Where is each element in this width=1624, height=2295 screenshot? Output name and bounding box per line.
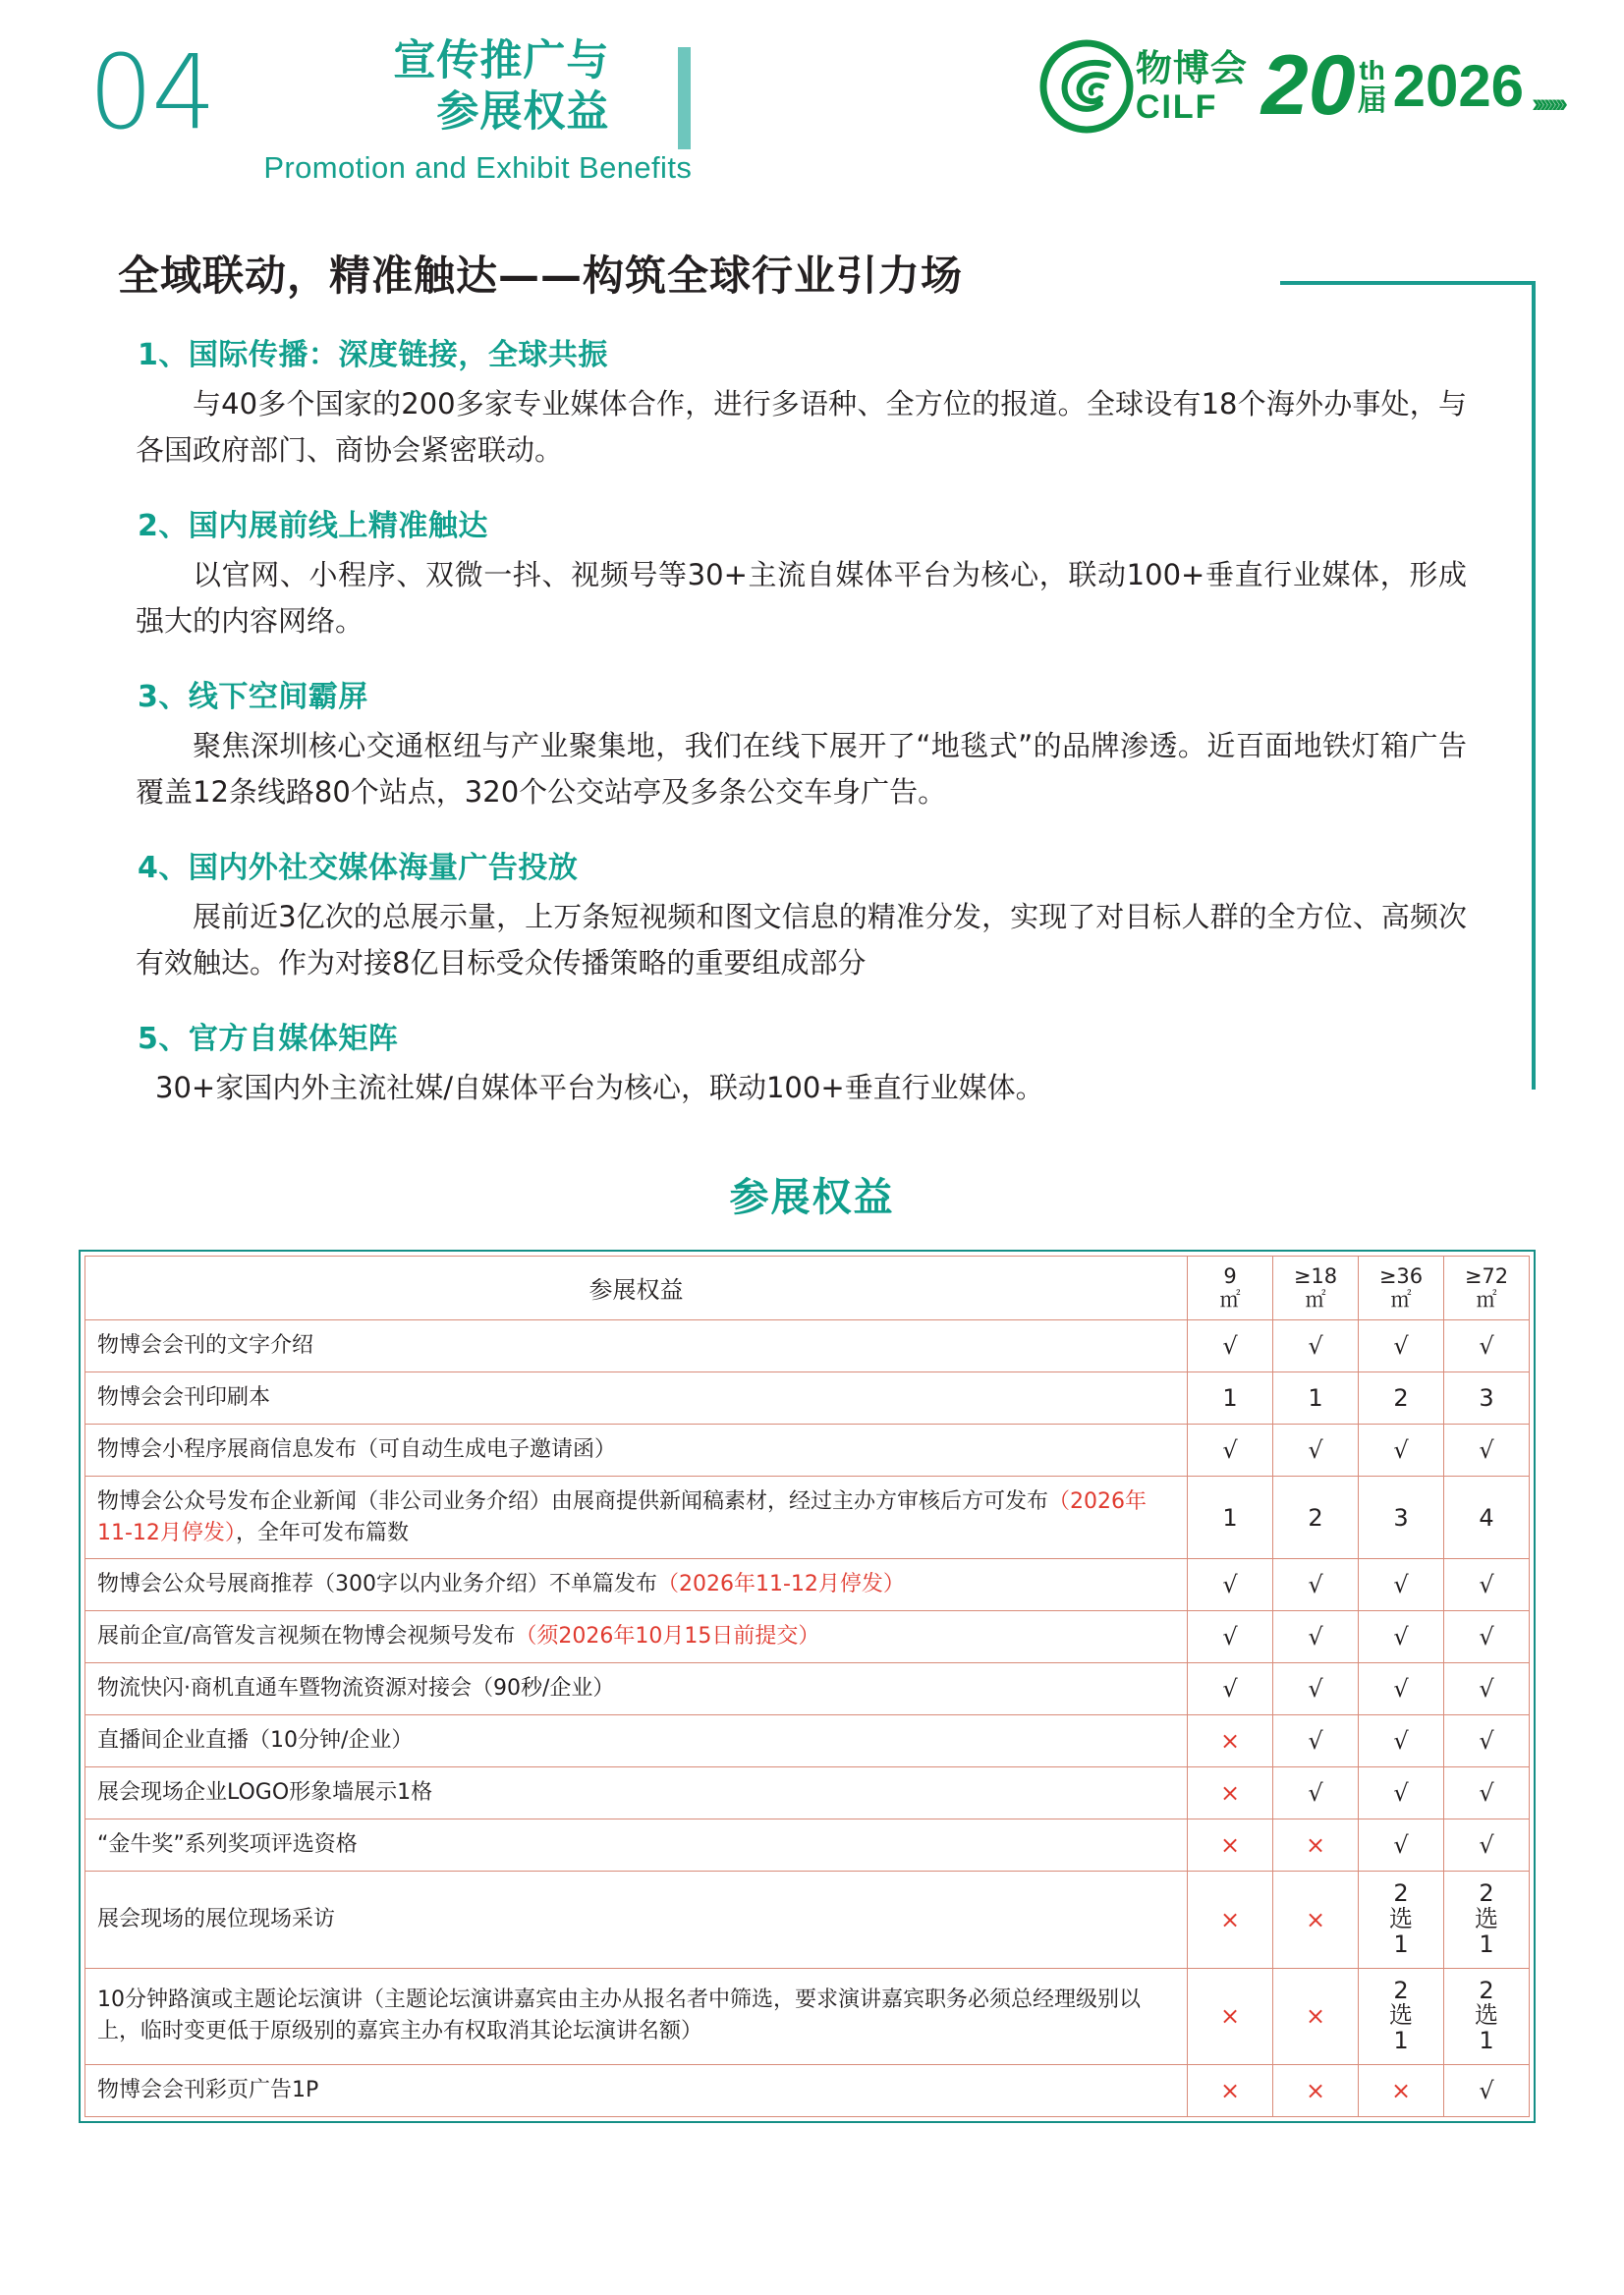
table-header bbox=[85, 1256, 1530, 1319]
benefit-value: 2 选 1 bbox=[1444, 1871, 1530, 1968]
list-item bbox=[118, 672, 1496, 815]
benefit-description-text: 物博会公众号发布企业新闻（非公司业务介绍）由展商提供新闻稿素材，经过主办方审核后方可发布 bbox=[97, 1488, 1049, 1514]
benefit-value: 1 bbox=[1188, 1476, 1273, 1559]
benefit-value: √ bbox=[1188, 1559, 1273, 1611]
size-number: ≥72 bbox=[1464, 1263, 1509, 1288]
benefit-value: √ bbox=[1444, 2065, 1530, 2117]
benefit-value: √ bbox=[1444, 1424, 1530, 1476]
table-row bbox=[85, 1320, 1530, 1372]
benefit-value: √ bbox=[1359, 1611, 1444, 1663]
header-title-cn-line1: 宣传推广与 bbox=[393, 36, 610, 85]
benefit-description-text: 展前企宣/高管发言视频在物博会视频号发布 bbox=[97, 1624, 516, 1650]
benefit-description bbox=[85, 1611, 1188, 1663]
benefit-value: × bbox=[1273, 1819, 1359, 1871]
benefit-value: 3 bbox=[1359, 1476, 1444, 1559]
size-number: ≥18 bbox=[1293, 1263, 1338, 1288]
benefit-description-text: 展会现场企业LOGO形象墙展示1格 bbox=[97, 1780, 433, 1806]
benefit-description bbox=[85, 2065, 1188, 2117]
header-titles bbox=[263, 35, 692, 186]
benefit-description-text: “金牛奖”系列奖项评选资格 bbox=[97, 1831, 358, 1857]
item-heading: 2、国内展前线上精准触达 bbox=[138, 508, 488, 543]
benefit-value: √ bbox=[1273, 1715, 1359, 1767]
benefit-description-text: 直播间企业直播（10分钟/企业） bbox=[97, 1728, 414, 1754]
table-row bbox=[85, 1559, 1530, 1611]
benefit-value: 2 bbox=[1359, 1371, 1444, 1424]
benefit-value: √ bbox=[1359, 1424, 1444, 1476]
header-title-cn bbox=[263, 35, 609, 139]
list-item bbox=[118, 843, 1496, 986]
benefit-value: 2 选 1 bbox=[1359, 1871, 1444, 1968]
item-body: 聚焦深圳核心交通枢纽与产业聚集地，我们在线下展开了“地毯式”的品牌渗透。近百面地铁灯箱广告覆盖12条线路80个站点，320个公交站亭及多条公交车身广告。 bbox=[136, 728, 1467, 809]
benefit-value: √ bbox=[1359, 1767, 1444, 1819]
benefit-description bbox=[85, 1715, 1188, 1767]
cilf-logo bbox=[1039, 39, 1563, 134]
benefit-description bbox=[85, 1424, 1188, 1476]
item-heading: 3、线下空间霸屏 bbox=[138, 679, 368, 714]
column-header-size-18 bbox=[1273, 1256, 1359, 1319]
benefit-value: √ bbox=[1273, 1611, 1359, 1663]
benefit-value: √ bbox=[1444, 1559, 1530, 1611]
benefit-description-note: （须2026年10月15日前提交） bbox=[515, 1624, 820, 1650]
benefit-value: 1 bbox=[1188, 1371, 1273, 1424]
benefit-value: √ bbox=[1359, 1819, 1444, 1871]
logo-name-cn: 物博会 bbox=[1135, 46, 1248, 89]
size-number: 9 bbox=[1223, 1263, 1237, 1288]
benefit-value: × bbox=[1188, 1968, 1273, 2065]
benefit-description-text: 物博会会刊的文字介绍 bbox=[97, 1333, 314, 1358]
size-number: ≥36 bbox=[1378, 1263, 1424, 1288]
item-heading: 5、官方自媒体矩阵 bbox=[138, 1021, 399, 1056]
benefit-description-text: 10分钟路演或主题论坛演讲（主题论坛演讲嘉宾由主办从报名者中筛选，要求演讲嘉宾职务必须总经理级别以上，临时变更低于原级别的嘉宾主办有权取消其论坛演讲名额） bbox=[97, 1987, 1141, 2044]
table-row bbox=[85, 1663, 1530, 1715]
benefit-value: 2 bbox=[1273, 1476, 1359, 1559]
item-heading: 1、国际传播：深度链接，全球共振 bbox=[138, 338, 608, 372]
benefit-value: 4 bbox=[1444, 1476, 1530, 1559]
benefits-title: 参展权益 bbox=[729, 1174, 895, 1220]
benefit-description bbox=[85, 1819, 1188, 1871]
logo-jie: 届 bbox=[1357, 84, 1387, 118]
table-row bbox=[85, 1424, 1530, 1476]
benefit-description bbox=[85, 1371, 1188, 1424]
page-header bbox=[0, 0, 1624, 232]
benefit-value: × bbox=[1359, 2065, 1444, 2117]
benefit-value: √ bbox=[1444, 1715, 1530, 1767]
table-row bbox=[85, 1476, 1530, 1559]
benefit-value: √ bbox=[1273, 1663, 1359, 1715]
benefit-description bbox=[85, 1871, 1188, 1968]
benefit-value: √ bbox=[1188, 1424, 1273, 1476]
table-header-row bbox=[85, 1256, 1530, 1319]
benefit-description-text: 物流快闪·商机直通车暨物流资源对接会（90秒/企业） bbox=[97, 1676, 615, 1702]
benefit-value: × bbox=[1188, 2065, 1273, 2117]
benefit-value: √ bbox=[1444, 1320, 1530, 1372]
column-header-benefit: 参展权益 bbox=[85, 1256, 1188, 1319]
benefit-description bbox=[85, 1663, 1188, 1715]
column-header-size-36 bbox=[1359, 1256, 1444, 1319]
item-body: 与40多个国家的200多家专业媒体合作，进行多语种、全方位的报道。全球设有18个海外办事处，与各国政府部门、商协会紧密联动。 bbox=[136, 387, 1467, 467]
benefits-table-wrapper bbox=[79, 1250, 1536, 2123]
benefit-value: √ bbox=[1444, 1611, 1530, 1663]
logo-name-en: CILF bbox=[1135, 87, 1218, 126]
benefit-value: 3 bbox=[1444, 1371, 1530, 1424]
column-header-size-72 bbox=[1444, 1256, 1530, 1319]
table-row bbox=[85, 1767, 1530, 1819]
benefit-description bbox=[85, 1968, 1188, 2065]
benefit-value: × bbox=[1188, 1715, 1273, 1767]
benefit-value: √ bbox=[1359, 1559, 1444, 1611]
benefit-description-text: 物博会会刊印刷本 bbox=[97, 1384, 271, 1410]
header-title-cn-line2: 参展权益 bbox=[436, 87, 610, 138]
benefit-value: 2 选 1 bbox=[1359, 1968, 1444, 2065]
list-item bbox=[118, 1014, 1496, 1111]
table-row bbox=[85, 1819, 1530, 1871]
frame-top-rule bbox=[1280, 281, 1536, 285]
benefit-value: √ bbox=[1273, 1767, 1359, 1819]
item-body: 展前近3亿次的总展示量，上万条短视频和图文信息的精准分发，实现了对目标人群的全方位、高频次有效触达。作为对接8亿目标受众传播策略的重要组成部分 bbox=[136, 899, 1467, 980]
benefit-value: √ bbox=[1273, 1559, 1359, 1611]
table-body bbox=[85, 1320, 1530, 2117]
benefit-description bbox=[85, 1476, 1188, 1559]
logo-wordmark bbox=[1135, 46, 1248, 126]
benefit-value: × bbox=[1188, 1871, 1273, 1968]
size-unit: ㎡ bbox=[1390, 1287, 1412, 1312]
logo-year: 2026 bbox=[1392, 53, 1525, 119]
benefit-value: √ bbox=[1188, 1611, 1273, 1663]
benefit-description-tail: ，全年可发布篇数 bbox=[235, 1520, 409, 1545]
size-unit: ㎡ bbox=[1476, 1287, 1497, 1312]
benefit-description-note: （2026年11-12月停发） bbox=[97, 1488, 1148, 1545]
benefit-value: × bbox=[1188, 1819, 1273, 1871]
benefit-description-text: 物博会小程序展商信息发布（可自动生成电子邀请函） bbox=[97, 1436, 617, 1462]
table-row bbox=[85, 2065, 1530, 2117]
benefit-value: √ bbox=[1444, 1663, 1530, 1715]
table-row bbox=[85, 1871, 1530, 1968]
logo-edition-suffix bbox=[1358, 57, 1387, 116]
list-item bbox=[118, 501, 1496, 644]
benefit-value: √ bbox=[1444, 1819, 1530, 1871]
benefits-table bbox=[84, 1256, 1530, 2117]
benefit-value: × bbox=[1273, 1871, 1359, 1968]
header-accent-bar bbox=[678, 47, 691, 149]
logo-edition-number: 20 bbox=[1260, 38, 1356, 134]
column-header-size-9 bbox=[1188, 1256, 1273, 1319]
benefit-value: √ bbox=[1359, 1663, 1444, 1715]
main-content bbox=[118, 244, 1536, 1111]
benefit-value: √ bbox=[1188, 1320, 1273, 1372]
benefit-description bbox=[85, 1559, 1188, 1611]
logo-th: th bbox=[1359, 55, 1385, 85]
benefit-description-note: （2026年11-12月停发） bbox=[657, 1572, 905, 1597]
list-item bbox=[118, 330, 1496, 474]
benefit-value: √ bbox=[1188, 1663, 1273, 1715]
table-row bbox=[85, 1611, 1530, 1663]
section-number: 04 bbox=[88, 32, 215, 152]
benefit-description bbox=[85, 1767, 1188, 1819]
section-heading: 全域联动，精准触达——构筑全球行业引力场 bbox=[118, 252, 964, 300]
header-title-en: Promotion and Exhibit Benefits bbox=[263, 149, 693, 185]
benefit-value: √ bbox=[1444, 1767, 1530, 1819]
table-row bbox=[85, 1371, 1530, 1424]
frame-right-rule bbox=[1532, 281, 1536, 1090]
benefit-value: × bbox=[1273, 2065, 1359, 2117]
benefit-description-text: 物博会公众号展商推荐（300字以内业务介绍）不单篇发布 bbox=[97, 1572, 657, 1597]
benefit-value: × bbox=[1188, 1767, 1273, 1819]
logo-swirl-icon bbox=[1039, 39, 1134, 134]
benefit-value: 1 bbox=[1273, 1371, 1359, 1424]
size-unit: ㎡ bbox=[1219, 1287, 1241, 1312]
table-row bbox=[85, 1715, 1530, 1767]
benefit-value: √ bbox=[1359, 1715, 1444, 1767]
table-row bbox=[85, 1968, 1530, 2065]
benefit-value: × bbox=[1273, 1968, 1359, 2065]
benefit-value: 2 选 1 bbox=[1444, 1968, 1530, 2065]
benefit-description-text: 物博会会刊彩页广告1P bbox=[97, 2078, 319, 2103]
size-unit: ㎡ bbox=[1305, 1287, 1326, 1312]
benefit-description-text: 展会现场的展位现场采访 bbox=[97, 1906, 336, 1931]
item-heading: 4、国内外社交媒体海量广告投放 bbox=[138, 850, 579, 885]
item-body: 30+家国内外主流社媒/自媒体平台为核心，联动100+垂直行业媒体。 bbox=[155, 1070, 1044, 1104]
benefit-description bbox=[85, 1320, 1188, 1372]
benefit-value: √ bbox=[1359, 1320, 1444, 1372]
chevrons-icon: ›››››››› bbox=[1532, 87, 1563, 118]
benefit-value: √ bbox=[1273, 1424, 1359, 1476]
item-body: 以官网、小程序、双微一抖、视频号等30+主流自媒体平台为核心，联动100+垂直行业媒体，形成强大的内容网络。 bbox=[136, 557, 1467, 638]
benefit-value: √ bbox=[1273, 1320, 1359, 1372]
